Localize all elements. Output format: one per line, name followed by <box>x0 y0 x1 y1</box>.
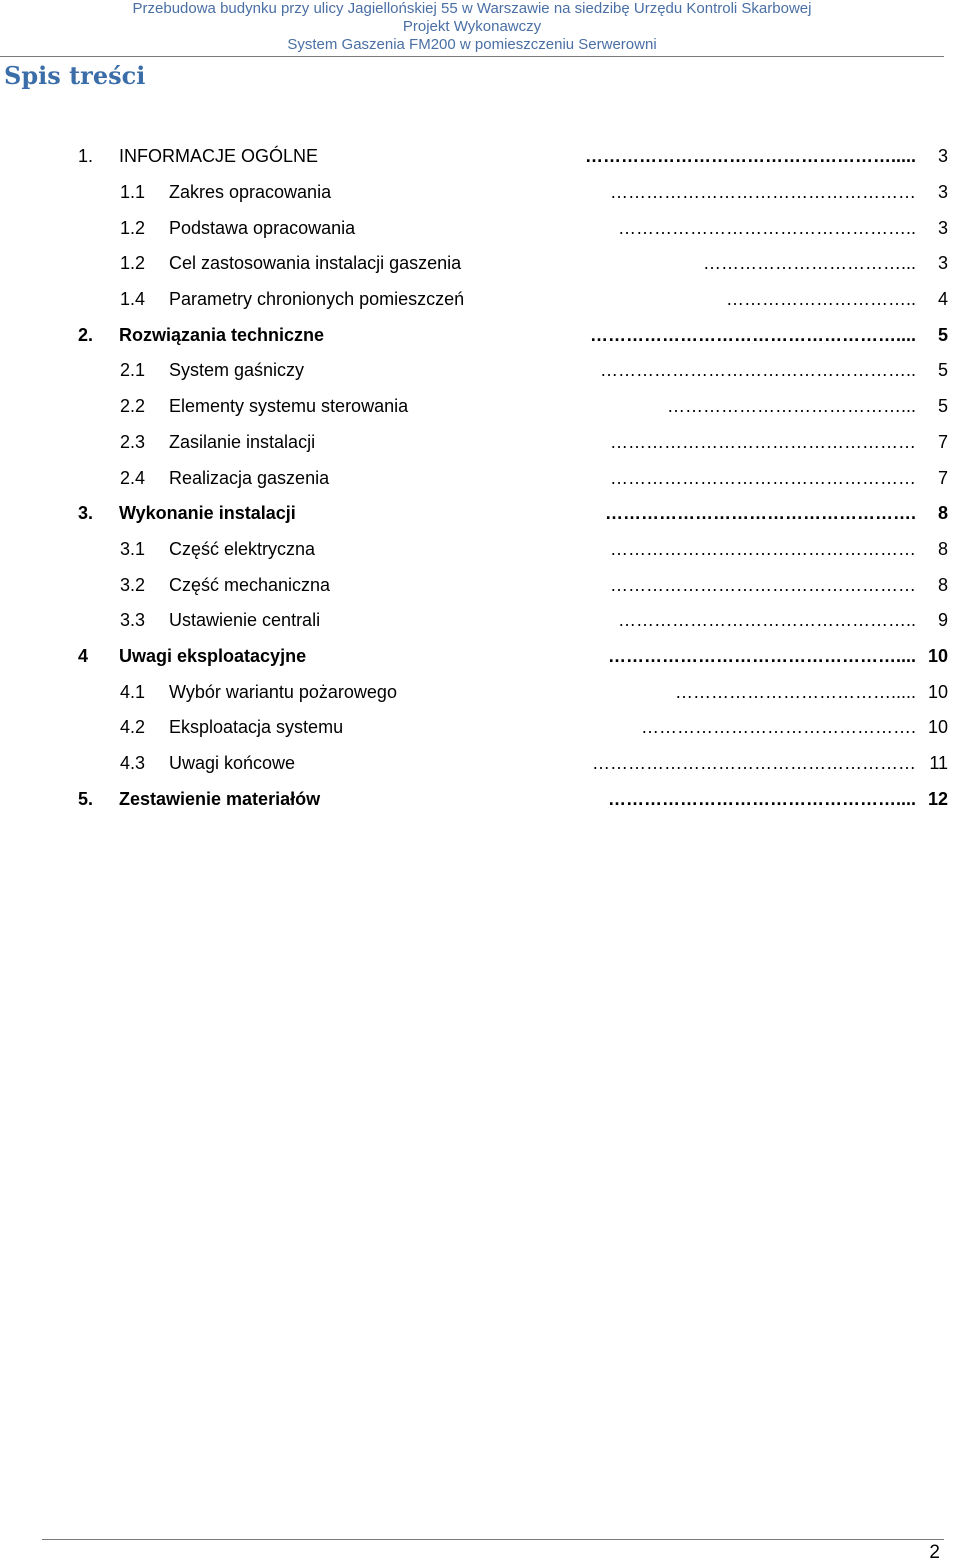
toc-entry-leader: ……………………………………………..... <box>584 146 916 167</box>
toc-entry-page: 3 <box>937 182 948 203</box>
toc-entry-number: 2.1 <box>120 360 146 381</box>
toc-entry-leader: …………………………………………… <box>610 182 916 203</box>
toc-entry-leader: …………………………………………… <box>610 467 916 488</box>
toc-entry-title: Rozwiązania techniczne <box>119 324 325 345</box>
toc-entry-page: 3 <box>937 217 948 238</box>
toc-entry[interactable] <box>78 567 960 603</box>
toc-entry-number: 1.2 <box>120 217 146 238</box>
toc-entry[interactable] <box>78 460 960 496</box>
toc-entry-page: 3 <box>937 146 948 167</box>
toc-entry-leader: …………………………………………… <box>610 431 916 452</box>
toc-entry-number: 3.3 <box>120 610 146 631</box>
toc-entry-leader: ………………………………………….... <box>607 788 916 809</box>
toc-entry-number: 2.2 <box>120 396 146 417</box>
toc-entry-leader: ………………………….. <box>725 289 916 310</box>
toc-entry-title: Ustawienie centrali <box>169 610 321 631</box>
toc-entry-title: Wykonanie instalacji <box>119 503 296 524</box>
toc-entry-leader: …………………………………………… <box>610 538 916 559</box>
toc-entry-title: System gaśniczy <box>169 360 305 381</box>
toc-entry[interactable] <box>78 175 960 211</box>
toc-entry-page: 7 <box>937 431 948 452</box>
toc-entry-leader: …………………………………………… <box>610 574 916 595</box>
toc-entry-number: 2.3 <box>120 431 146 452</box>
toc-entry-number: 5. <box>78 788 94 809</box>
toc-entry-page: 12 <box>927 788 948 809</box>
toc-entry-page: 3 <box>937 253 948 274</box>
toc-entry[interactable] <box>78 210 960 246</box>
toc-entry-page: 7 <box>937 467 948 488</box>
footer-divider <box>42 1539 944 1540</box>
toc-entry-number: 4.1 <box>120 681 146 702</box>
toc-entry-leader: ……………………………………………… <box>592 753 916 774</box>
toc-entry-leader: …………………………………………….. <box>599 360 916 381</box>
toc-entry-leader: ………………………………..... <box>674 681 916 702</box>
toc-entry-title: Eksploatacja systemu <box>169 717 344 738</box>
toc-entry-leader: ………………………………………. <box>640 717 916 738</box>
header-project-title: Przebudowa budynku przy ulicy Jagiellońskiej 55 w Warszawie na siedzibę Urzędu Kontroli Skarbowej <box>132 0 812 17</box>
toc-entry-title: Zakres opracowania <box>169 182 332 203</box>
toc-entry[interactable] <box>78 746 960 782</box>
toc-entry[interactable] <box>78 389 960 425</box>
toc-entry-number: 4.2 <box>120 717 146 738</box>
toc-entry[interactable] <box>78 353 960 389</box>
toc-entry-number: 4 <box>78 645 89 666</box>
toc-entry-number: 1.2 <box>120 253 146 274</box>
toc-entry[interactable] <box>78 246 960 282</box>
toc-entry-number: 2. <box>78 324 94 345</box>
toc-entry-number: 4.3 <box>120 753 146 774</box>
toc-entry[interactable] <box>78 603 960 639</box>
toc-entry[interactable] <box>78 674 960 710</box>
toc-entry-title: Część mechaniczna <box>169 574 331 595</box>
toc-entry-page: 8 <box>937 538 948 559</box>
toc-entry-number: 3.1 <box>120 538 146 559</box>
toc-entry-number: 3. <box>78 503 94 524</box>
toc-entry-page: 10 <box>927 681 948 702</box>
toc-entry-page: 10 <box>927 717 948 738</box>
toc-entry-page: 8 <box>937 574 948 595</box>
toc-entry-title: INFORMACJE OGÓLNE <box>119 146 319 167</box>
toc-entry[interactable] <box>78 282 960 318</box>
toc-entry-page: 9 <box>937 610 948 631</box>
toc-entry-page: 8 <box>937 503 948 524</box>
toc-entry-title: Parametry chronionych pomieszczeń <box>169 289 465 310</box>
toc-entry[interactable] <box>78 139 960 175</box>
toc-entry-number: 1.1 <box>120 182 146 203</box>
toc-entry-title: Podstawa opracowania <box>169 217 356 238</box>
toc-entry-number: 3.2 <box>120 574 146 595</box>
header-project-type: Projekt Wykonawczy <box>402 18 542 35</box>
toc-entry-title: Uwagi eksploatacyjne <box>119 645 307 666</box>
toc-title: Spis treści <box>4 61 146 90</box>
table-of-contents <box>78 139 960 817</box>
page-number: 2 <box>929 1542 940 1563</box>
toc-entry-page: 10 <box>927 645 948 666</box>
toc-entry-leader: ……………………………………………. <box>604 503 916 524</box>
toc-entry-number: 1.4 <box>120 289 146 310</box>
toc-entry-leader: …………………………………... <box>666 396 916 417</box>
toc-entry-leader: ………………………………………….. <box>617 610 916 631</box>
toc-entry-title: Cel zastosowania instalacji gaszenia <box>169 253 462 274</box>
toc-entry[interactable] <box>78 532 960 568</box>
toc-entry-number: 1. <box>78 146 94 167</box>
toc-entry-page: 11 <box>929 753 948 774</box>
toc-entry[interactable] <box>78 496 960 532</box>
toc-entry-page: 5 <box>937 324 948 345</box>
toc-entry-leader: ………………………………………….... <box>607 645 916 666</box>
toc-entry-page: 4 <box>937 289 948 310</box>
toc-entry[interactable] <box>78 781 960 817</box>
toc-entry-page: 5 <box>937 360 948 381</box>
toc-entry-title: Uwagi końcowe <box>169 753 296 774</box>
toc-entry-title: Część elektryczna <box>169 538 316 559</box>
toc-entry[interactable] <box>78 639 960 675</box>
toc-entry-leader: ……………………………... <box>702 253 916 274</box>
toc-entry[interactable] <box>78 317 960 353</box>
toc-entry-leader: …………………………………………….... <box>589 324 916 345</box>
toc-entry-page: 5 <box>937 396 948 417</box>
toc-entry-title: Wybór wariantu pożarowego <box>169 681 397 702</box>
header-system-name: System Gaszenia FM200 w pomieszczeniu Serwerowni <box>287 36 657 53</box>
toc-entry-title: Zasilanie instalacji <box>169 431 316 452</box>
running-header <box>0 0 944 54</box>
toc-entry-title: Zestawienie materiałów <box>119 788 321 809</box>
toc-entry-number: 2.4 <box>120 467 146 488</box>
toc-entry-leader: ………………………………………….. <box>617 217 916 238</box>
toc-entry-title: Realizacja gaszenia <box>169 467 330 488</box>
toc-entry[interactable] <box>78 425 960 461</box>
toc-entry[interactable] <box>78 710 960 746</box>
toc-entry-title: Elementy systemu sterowania <box>169 396 409 417</box>
header-divider <box>0 56 944 57</box>
